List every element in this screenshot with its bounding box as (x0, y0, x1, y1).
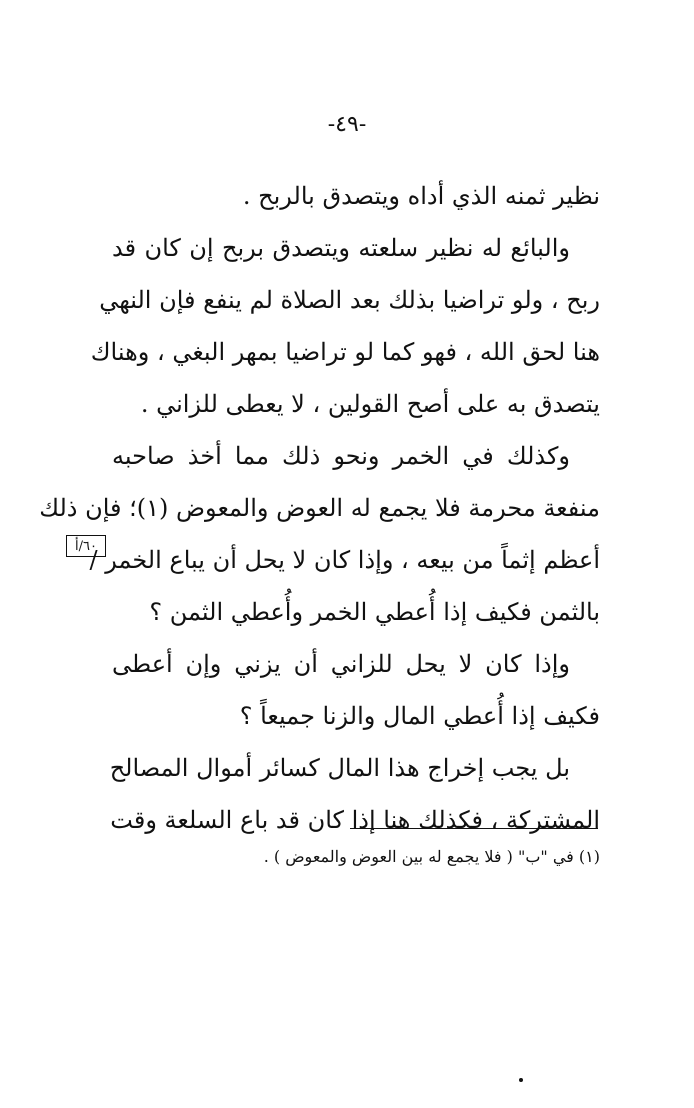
text-line-9: بالثمن فكيف إذا أُعطي الخمر وأُعطي الثمن ؟ (149, 598, 600, 626)
page-mark-dot (519, 1078, 523, 1082)
text-line-10: وإذا كان لا يحل للزاني أن يزني وإن أعطى (112, 650, 570, 678)
text-line-1: نظير ثمنه الذي أداه ويتصدق بالربح . (242, 182, 600, 210)
text-line-13: المشتركة ، فكذلك هنا إذا كان قد باع السلعة وقت (110, 806, 600, 834)
text-line-8: أعظم إثماً من بيعه ، وإذا كان لا يحل أن يباع الخمر / (89, 546, 600, 574)
text-line-3: ربح ، ولو تراضيا بذلك بعد الصلاة لم ينفع فإن النهي (99, 286, 600, 314)
text-line-2: والبائع له نظير سلعته ويتصدق بربح إن كان قد (112, 234, 570, 262)
text-line-6: وكذلك في الخمر ونحو ذلك مما أخذ صاحبه (112, 442, 570, 470)
text-line-12: بل يجب إخراج هذا المال كسائر أموال المصالح (109, 754, 570, 782)
text-line-11: فكيف إذا أُعطي المال والزنا جميعاً ؟ (239, 702, 600, 730)
text-line-7: منفعة محرمة فلا يجمع له العوض والمعوض (١)؛ فإن ذلك (39, 494, 600, 522)
text-line-4: هنا لحق الله ، فهو كما لو تراضيا بمهر البغي ، وهناك (90, 338, 600, 366)
page-number: -٤٩- (327, 112, 367, 137)
text-line-5: يتصدق به على أصح القولين ، لا يعطى للزاني . (140, 390, 600, 418)
footnote: (١) في "ب" ( فلا يجمع له بين العوض والمعوض ) . (263, 847, 600, 866)
footnote-divider (350, 828, 598, 829)
folio-marker: ٦٠/أ (66, 535, 106, 557)
